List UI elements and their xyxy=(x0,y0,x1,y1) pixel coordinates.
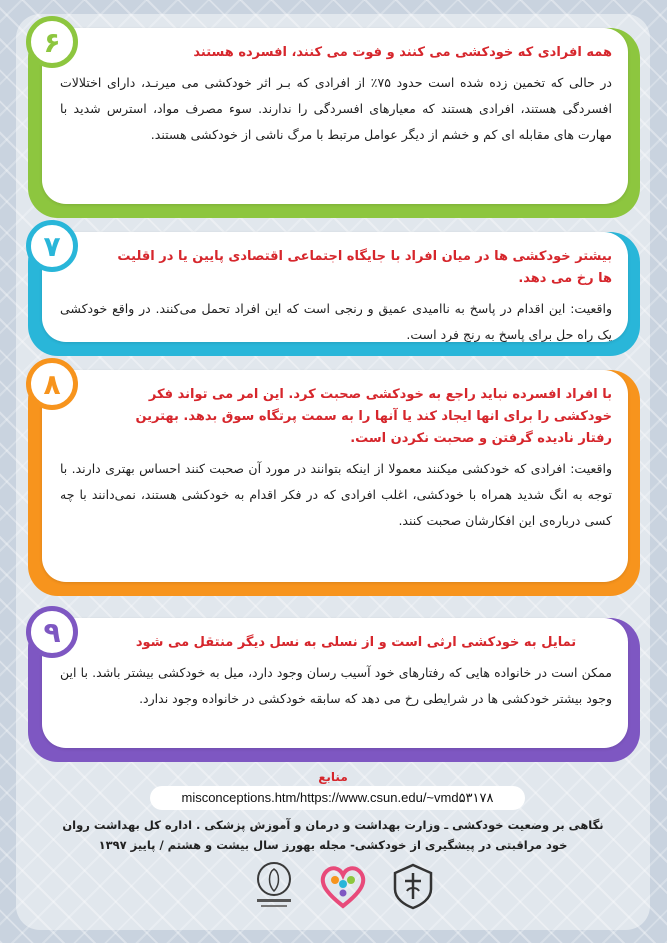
number-badge: ۷ xyxy=(26,220,78,272)
source-line-1: نگاهی بر وضعیت خودکشی ـ وزارت بهداشت و درمان و آموزش پزشکی . اداره کل بهداشت روان xyxy=(62,818,604,832)
source-line-2: خود مراقبتی در پیشگیری از خودکشی- مجله بهورز سال بیشت و هشتم / پاییز ۱۳۹۷ xyxy=(98,838,568,852)
logo-row xyxy=(248,857,438,915)
university-emblem-logo xyxy=(387,860,438,912)
card-title: با افراد افسرده نباید راجع به خودکشی صحبت کرد. این امر می تواند فکر خودکشی را برای انها ایجاد کند یا آنها را به سمت پرتگاه سوق بدهد. بهترین رفتار نادیده گرفتن و صحبت نکردن است. xyxy=(135,387,612,446)
number-badge: ۶ xyxy=(26,16,78,68)
mental-health-office-logo xyxy=(248,860,299,912)
card-title: بیشتر خودکشی ها در میان افراد با جایگاه اجتماعی اقتصادی پایین یا در اقلیت ها رخ می دهد. xyxy=(117,249,612,286)
card-content xyxy=(42,28,628,204)
card-body: ممکن است در خانواده هایی که رفتارهای خود آسیب رسان وجود دارد، میل به خودکشی بیشتر باشد. با این وجود بیشتر خودکشی ها در شرایطی رخ می دهد که سابقه خودکشی در خانواده وجود ندارد. xyxy=(60,665,612,706)
number-badge: ۸ xyxy=(26,358,78,410)
misconception-card-8 xyxy=(28,367,640,596)
card-body: واقعیت: این اقدام در پاسخ به ناامیدی عمیق و رنجی است که این افراد تحمل می‌کنند. در واقع خودکشی یک راه حل برای پاسخ به رنج فرد است. xyxy=(60,301,612,342)
card-content xyxy=(42,618,628,748)
source-url: misconceptions.htm/https://www.csun.edu/~vmd۵۳۱۷۸ xyxy=(150,786,525,810)
card-content xyxy=(42,370,628,582)
misconception-card-9 xyxy=(28,615,640,762)
heart-hands-logo xyxy=(317,860,369,912)
misconception-card-6 xyxy=(28,25,640,218)
card-body: واقعیت: افرادی که خودکشی میکنند معمولا از اینکه بتوانند در مورد آن صحبت کنند احساس بهتری دارند. با توجه به انگ شدید همراه با خودکشی، اغلب افرادی که در فکر اقدام به خودکشی هستند، نمی‌دانند با چه کسی درباره‌ی این افکارشان صحبت کنند. xyxy=(60,461,612,528)
number-badge: ۹ xyxy=(26,606,78,658)
card-title: تمایل به خودکشی ارثی است و از نسلی به نسل دیگر منتقل می شود xyxy=(135,635,577,650)
card-title: همه افرادی که خودکشی می کنند و فوت می کنند، افسرده هستند xyxy=(193,45,612,60)
misconception-card-7 xyxy=(28,229,640,356)
card-body: در حالی که تخمین زده شده است حدود ۷۵٪ از افرادی که بـر اثر خودکشی می میرنـد، دارای اختلالات افسردگی هستند، افرادی هستند که معیارهای افسردگی را ندارند. سوء مصرف مواد، استرس شدید با مهارت های مقابله ای کم و خشم از دیگر عوامل مرتبط با مرگ ناشی از خودکشی هستند. xyxy=(60,75,612,142)
sources-title: منابع xyxy=(318,770,348,784)
card-content xyxy=(42,232,628,342)
